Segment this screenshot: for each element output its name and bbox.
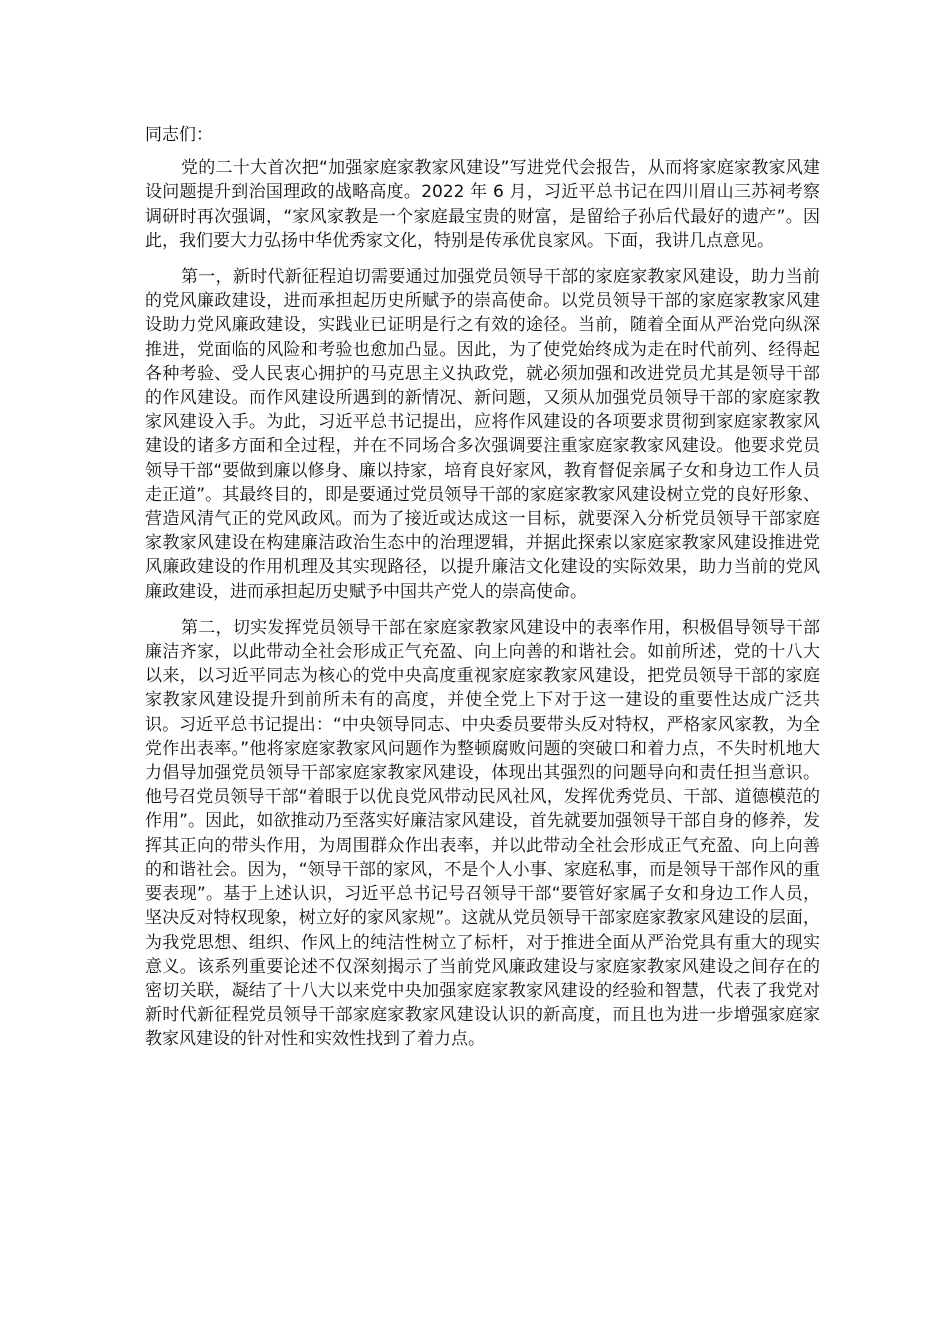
document-page <box>145 123 820 1064</box>
paragraph-point-two: 第二，切实发挥党员领导干部在家庭家教家风建设中的表率作用，积极倡导领导干部廉洁齐家，以此带动全社会形成正气充盈、向上向善的和谐社会。如前所述，党的十八大以来，以习近平同志为核心的党中央高度重视家庭家教家风建设，把党员领导干部的家庭家教家风建设提升到前所未有的高度，并使全党上下对于这一建设的重要性达成广泛共识。习近平总书记提出：“中央领导同志、中央委员要带头反对特权，严格家风家教，为全党作出表率。”他将家庭家教家风问题作为整顿腐败问题的突破口和着力点，不失时机地大力倡导加强党员领导干部家庭家教家风建设，体现出其强烈的问题导向和责任担当意识。他号召党员领导干部“着眼于以优良党风带动民风社风，发挥优秀党员、干部、道德模范的作用”。因此，如欲推动乃至落实好廉洁家风建设，首先就要加强领导干部自身的修养，发挥其正向的带头作用，为周围群众作出表率，并以此带动全社会形成正气充盈、向上向善的和谐社会。因为，“领导干部的家风，不是个人小事、家庭私事，而是领导干部作风的重要表现”。基于上述认识，习近平总书记号召领导干部“要管好家属子女和身边工作人员，坚决反对特权现象，树立好的家风家规”。这就从党员领导干部家庭家教家风建设的层面，为我党思想、组织、作风上的纯洁性树立了标杆，对于推进全面从严治党具有重大的现实意义。该系列重要论述不仅深刻揭示了当前党风廉政建设与家庭家教家风建设之间存在的密切关联，凝结了十八大以来党中央加强家庭家教家风建设的经验和智慧，代表了我党对新时代新征程党员领导干部家庭家教家风建设认识的新高度，而且也为进一步增强家庭家教家风建设的针对性和实效性找到了着力点。 <box>145 617 820 1050</box>
paragraph-intro: 党的二十大首次把“加强家庭家教家风建设”写进党代会报告，从而将家庭家教家风建设问题提升到治国理政的战略高度。2022 年 6 月，习近平总书记在四川眉山三苏祠考察调研时再次强调，“家风家教是一个家庭最宝贵的财富，是留给子孙后代最好的遗产”。因此，我们要大力弘扬中华优秀家文化，特别是传承优良家风。下面，我讲几点意见。 <box>145 158 820 251</box>
paragraph-point-one: 第一，新时代新征程迫切需要通过加强党员领导干部的家庭家教家风建设，助力当前的党风廉政建设，进而承担起历史所赋予的崇高使命。以党员领导干部的家庭家教家风建设助力党风廉政建设，实践业已证明是行之有效的途径。当前，随着全面从严治党向纵深推进，党面临的风险和考验也愈加凸显。因此，为了使党始终成为走在时代前列、经得起各种考验、受人民衷心拥护的马克思主义执政党，就必须加强和改进党员尤其是领导干部的作风建设。而作风建设所遇到的新情况、新问题，又须从加强党员领导干部的家庭家教家风建设入手。为此，习近平总书记提出，应将作风建设的各项要求贯彻到家庭家教家风建设的诸多方面和全过程，并在不同场合多次强调要注重家庭家教家风建设。他要求党员领导干部“要做到廉以修身、廉以持家，培育良好家风，教育督促亲属子女和身边工作人员走正道”。其最终目的，即是要通过党员领导干部的家庭家教家风建设树立党的良好形象、营造风清气正的党风政风。而为了接近或达成这一目标，就要深入分析党员领导干部家庭家教家风建设在构建廉洁政治生态中的治理逻辑，并据此探索以家庭家教家风建设推进党风廉政建设的作用机理及其实现路径，以提升廉洁文化建设的实际效果，助力当前的党风廉政建设，进而承担起历史赋予中国共产党人的崇高使命。 <box>145 267 820 602</box>
salutation: 同志们： <box>145 125 213 145</box>
